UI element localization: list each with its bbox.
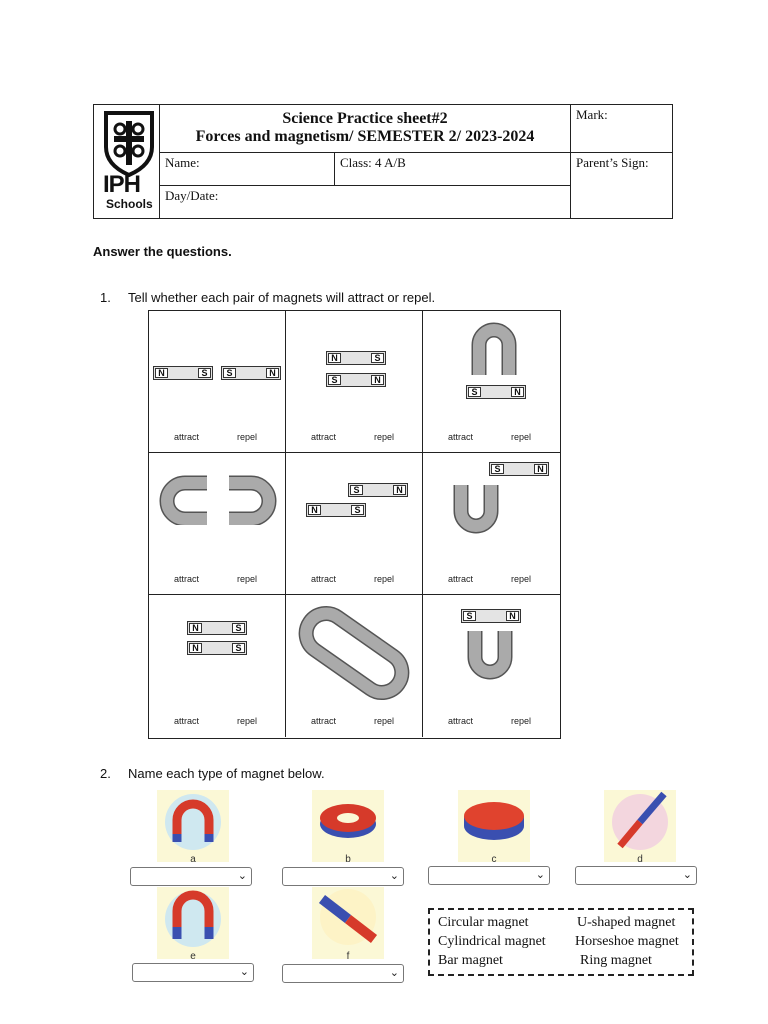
- pole: S: [371, 353, 384, 363]
- pole: N: [328, 353, 341, 363]
- bar-magnet: [489, 462, 549, 476]
- image-letter: b: [345, 854, 351, 865]
- class-label: Class: 4 A/B: [340, 155, 406, 170]
- pole: S: [232, 643, 245, 653]
- image-letter: d: [637, 854, 643, 865]
- magnet-type-select-e[interactable]: [132, 963, 254, 982]
- magnet-pair-cell: [149, 595, 286, 737]
- bar-magnet-icon: [604, 790, 676, 852]
- logo-text: IPH: [103, 171, 141, 198]
- date-label: Day/Date:: [165, 188, 219, 203]
- word-bank-item: Horseshoe magnet: [575, 934, 679, 949]
- ring-magnet-icon: [312, 790, 384, 852]
- instructions: Answer the questions.: [93, 244, 232, 259]
- attract-option[interactable]: attract: [311, 574, 337, 584]
- attract-option[interactable]: attract: [174, 574, 200, 584]
- magnet-image-a: [157, 790, 229, 865]
- magnet-pairs-grid: [148, 310, 561, 739]
- magnet-type-select-a[interactable]: [130, 867, 252, 886]
- attract-option[interactable]: attract: [174, 716, 200, 726]
- word-bank-item: Bar magnet: [438, 953, 503, 968]
- magnet-image-e: [157, 887, 229, 962]
- magnet-pair-cell: [423, 595, 560, 737]
- pole: S: [232, 623, 245, 633]
- bar-magnet: [187, 621, 247, 635]
- image-letter: e: [190, 951, 196, 962]
- pole: N: [393, 485, 406, 495]
- bar-magnet: [348, 483, 408, 497]
- parent-sign-label: Parent’s Sign:: [576, 155, 649, 170]
- chevron-down-icon: ⌄: [682, 869, 692, 881]
- attract-option[interactable]: attract: [448, 574, 474, 584]
- u-magnet: [223, 475, 279, 525]
- attract-option[interactable]: attract: [311, 432, 337, 442]
- pole: S: [198, 368, 211, 378]
- bar-magnet: [461, 609, 521, 623]
- attract-option[interactable]: attract: [448, 716, 474, 726]
- magnet-image-b: [312, 790, 384, 865]
- logo-subtext: Schools: [106, 197, 153, 211]
- magnet-type-select-f[interactable]: [282, 964, 404, 983]
- pole: N: [371, 375, 384, 385]
- sheet-subtitle: Forces and magnetism/ SEMESTER 2/ 2023-2024: [195, 128, 535, 145]
- magnet-pair-cell: [423, 453, 560, 595]
- bar-magnet: [306, 503, 366, 517]
- bar-magnet: [326, 373, 386, 387]
- chevron-down-icon: ⌄: [389, 967, 399, 979]
- repel-option[interactable]: repel: [374, 574, 395, 584]
- repel-option[interactable]: repel: [374, 432, 395, 442]
- bar-magnet: [153, 366, 213, 380]
- magnet-pair-cell: [286, 311, 423, 453]
- attract-option[interactable]: attract: [448, 432, 474, 442]
- pole: N: [189, 643, 202, 653]
- word-bank-item: Ring magnet: [580, 953, 652, 968]
- magnet-type-select-d[interactable]: [575, 866, 697, 885]
- pole: N: [511, 387, 524, 397]
- pole: S: [223, 368, 236, 378]
- repel-option[interactable]: repel: [374, 716, 395, 726]
- word-bank-item: U-shaped magnet: [577, 915, 676, 930]
- magnet-type-select-b[interactable]: [282, 867, 404, 886]
- pole: N: [155, 368, 168, 378]
- u-magnet: [157, 475, 213, 525]
- pole: N: [534, 464, 547, 474]
- iph-logo: [100, 107, 158, 217]
- word-bank-item: Cylindrical magnet: [438, 934, 546, 949]
- pole: S: [328, 375, 341, 385]
- question-1: [100, 290, 520, 306]
- chevron-down-icon: ⌄: [239, 966, 249, 978]
- question-number: 1.: [100, 290, 111, 305]
- name-label: Name:: [165, 155, 200, 170]
- magnet-pair-cell: [149, 311, 286, 453]
- horseshoe-magnet-icon: [157, 790, 229, 852]
- chevron-down-icon: ⌄: [389, 870, 399, 882]
- image-letter: f: [346, 951, 350, 962]
- mark-label: Mark:: [576, 107, 608, 122]
- bar-magnet: [187, 641, 247, 655]
- tilted-u-magnets: [294, 603, 414, 703]
- u-magnet: [465, 627, 515, 685]
- magnet-image-d: [604, 790, 676, 865]
- repel-option[interactable]: repel: [237, 432, 258, 442]
- word-bank-item: Circular magnet: [438, 915, 529, 930]
- repel-option[interactable]: repel: [511, 716, 532, 726]
- repel-option[interactable]: repel: [511, 574, 532, 584]
- u-shaped-magnet-icon: [157, 887, 229, 949]
- repel-option[interactable]: repel: [237, 574, 258, 584]
- pole: N: [189, 623, 202, 633]
- word-bank: [428, 908, 694, 976]
- pole: S: [468, 387, 481, 397]
- pole: S: [491, 464, 504, 474]
- pole: S: [351, 505, 364, 515]
- circular-magnet-icon: [458, 790, 530, 852]
- magnet-pair-cell: [286, 595, 423, 737]
- question-2: [100, 766, 420, 782]
- pole: S: [463, 611, 476, 621]
- header-table: [93, 104, 673, 219]
- u-magnet: [451, 481, 501, 539]
- cross-shield-icon: [100, 107, 158, 179]
- pole: N: [266, 368, 279, 378]
- magnet-pair-cell: [423, 311, 560, 453]
- sheet-title: Science Practice sheet#2: [282, 110, 448, 127]
- u-magnet: [469, 321, 519, 379]
- bar-magnet: [466, 385, 526, 399]
- magnet-pair-cell: [286, 453, 423, 595]
- question-number: 2.: [100, 766, 111, 781]
- bar-magnet: [326, 351, 386, 365]
- question-text: Name each type of magnet below.: [128, 766, 325, 781]
- magnet-type-select-c[interactable]: [428, 866, 550, 885]
- repel-option[interactable]: repel: [237, 716, 258, 726]
- pole: N: [506, 611, 519, 621]
- magnet-pair-cell: [149, 453, 286, 595]
- magnet-image-c: [458, 790, 530, 865]
- pole: S: [350, 485, 363, 495]
- bar-magnet: [221, 366, 281, 380]
- question-text: Tell whether each pair of magnets will attract or repel.: [128, 290, 436, 305]
- chevron-down-icon: ⌄: [535, 869, 545, 881]
- magnet-image-f: [312, 887, 384, 962]
- pole: N: [308, 505, 321, 515]
- repel-option[interactable]: repel: [511, 432, 532, 442]
- chevron-down-icon: ⌄: [237, 870, 247, 882]
- image-letter: c: [491, 854, 497, 865]
- attract-option[interactable]: attract: [174, 432, 200, 442]
- image-letter: a: [190, 854, 196, 865]
- bar-magnet-icon: [312, 887, 384, 949]
- attract-option[interactable]: attract: [311, 716, 337, 726]
